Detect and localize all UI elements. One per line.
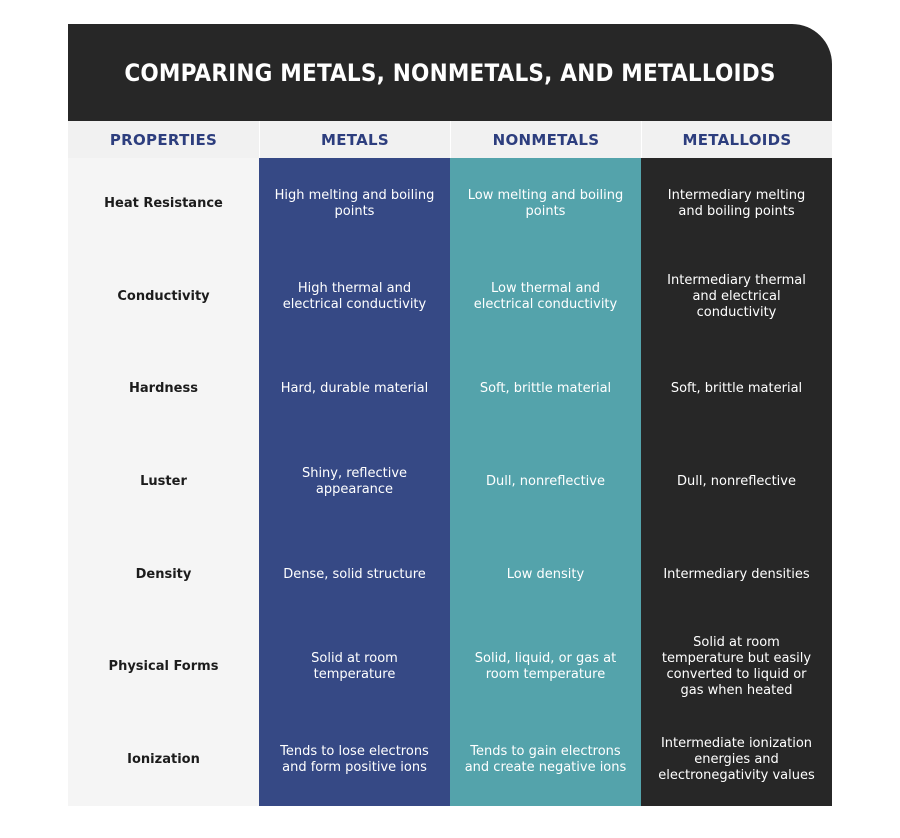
- metalloids-cell: Soft, brittle material: [670, 381, 803, 397]
- nonmetals-cell: Dull, nonreflective: [486, 474, 605, 490]
- header-nonmetals: NONMETALS: [450, 121, 641, 158]
- property-label: Physical Forms: [108, 659, 219, 675]
- property-label: Density: [135, 566, 192, 582]
- metalloids-cell: Intermediary densities: [663, 566, 810, 582]
- page-title: COMPARING METALS, NONMETALS, AND METALLOIDS: [124, 58, 776, 87]
- nonmetals-cell: Low thermal and electrical conductivity: [473, 280, 618, 312]
- metals-cell: Hard, durable material: [280, 381, 429, 397]
- header-metalloids: METALLOIDS: [641, 121, 832, 158]
- metals-cell: Dense, solid structure: [283, 566, 426, 582]
- header-row: [68, 121, 832, 158]
- metalloids-cell: Dull, nonreflective: [677, 474, 796, 490]
- nonmetals-cell: Solid, liquid, or gas at room temperature: [474, 651, 617, 683]
- nonmetals-cell: Soft, brittle material: [479, 381, 612, 397]
- metalloids-cell: Intermediary thermal and electrical conductivity: [667, 272, 806, 320]
- metals-cell: Solid at room temperature: [311, 651, 398, 683]
- table-body: [68, 158, 832, 806]
- nonmetals-cell: Low melting and boiling points: [467, 188, 624, 220]
- metalloids-column: [641, 158, 832, 806]
- comparison-table: [68, 24, 832, 806]
- property-label: Conductivity: [117, 288, 210, 304]
- property-label: Ionization: [127, 751, 200, 767]
- nonmetals-column: [450, 158, 641, 806]
- metals-column: [259, 158, 450, 806]
- metals-cell: Shiny, reflective appearance: [301, 466, 408, 498]
- header-metals: METALS: [259, 121, 450, 158]
- properties-column: [68, 158, 259, 806]
- property-label: Hardness: [129, 381, 198, 397]
- nonmetals-cell: Low density: [506, 566, 585, 582]
- metalloids-cell: Intermediate ionization energies and electronegativity values: [658, 735, 815, 783]
- metals-cell: Tends to lose electrons and form positive ions: [280, 743, 429, 775]
- header-properties: PROPERTIES: [109, 130, 218, 149]
- metals-cell: High melting and boiling points: [274, 188, 435, 220]
- metalloids-cell: Solid at room temperature but easily converted to liquid or gas when heated: [661, 635, 812, 699]
- property-label: Luster: [140, 474, 187, 490]
- metalloids-cell: Intermediary melting and boiling points: [667, 188, 806, 220]
- property-label: Heat Resistance: [104, 196, 223, 212]
- title-bar: [68, 24, 832, 121]
- nonmetals-cell: Tends to gain electrons and create negative ions: [464, 743, 627, 775]
- metals-cell: High thermal and electrical conductivity: [282, 280, 427, 312]
